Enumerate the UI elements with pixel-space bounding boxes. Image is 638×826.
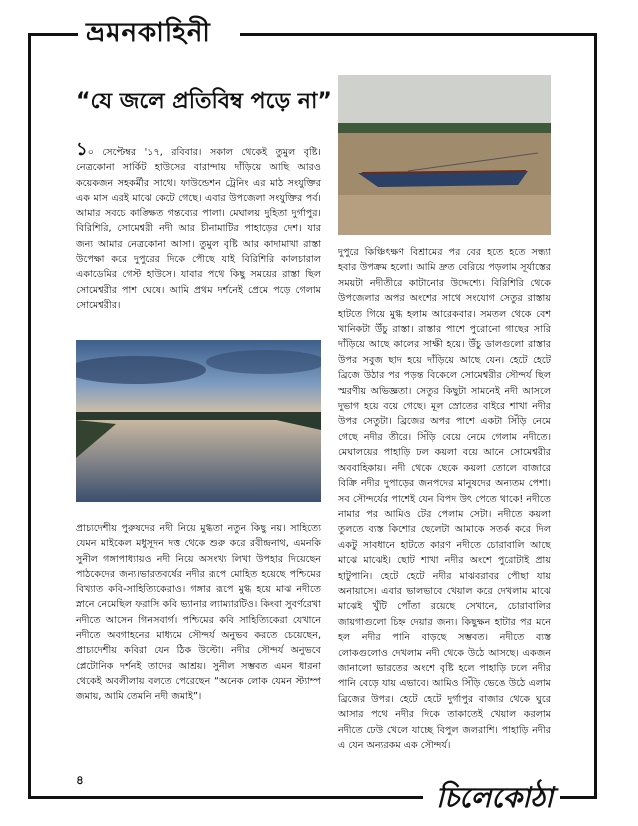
paragraph-opening: ০ সেপ্টেম্বর '১৭, রবিবার। সকাল থেকেই তুমুল বৃষ্টি। নেত্রকোনা সার্কিট হাউসের বারান্দায় দাঁড়িয়ে আছি আরও কয়েকজন সহকর্মীর সাথে। ফাউন্ডেশন ট্রেনিং এর মাঠ সংযুক্তির এক মাস এরই মাঝে কেটে গেছে। এবার উপজেলা সংযুক্তির পর্ব। আমার সবচে কাঙ্ক্ষিত গন্তব্যের পালা। মেঘালয় দুহিতা দুর্গাপুর। বিরিশিরি, সোমেশ্বরী নদী আর চীনামাটির পাহাড়ের দেশ। যার জন্য আমার নেত্রকোনা আসা। তুমুল বৃষ্টি আর কাদামাখা রাস্তা উপেক্ষা করে দুপুরের দিকে পৌছে যাই বিরিশিরি কালচারাল একাডেমির গেস্ট হাউসে। যাবার পথে কিছু সময়ের রাস্তা ছিল সোমেশ্বরীর পাশ ঘেষে। আমি প্রথম দর্শনেই প্রেমে পড়ে গেলাম সোমেশ্বরীর। xyxy=(76,147,321,311)
frame-left xyxy=(28,33,31,798)
frame-bottom-right xyxy=(560,796,597,799)
frame-bottom-left xyxy=(28,796,423,799)
frame-right xyxy=(594,33,597,798)
page-number: ৪ xyxy=(76,773,84,787)
river-sunset-photo xyxy=(76,340,321,502)
frame-top-right xyxy=(240,33,597,36)
frame-top-left xyxy=(28,33,78,36)
section-title: ভ্রমনকাহিনী xyxy=(86,18,211,48)
article-column-left-bottom: প্রাচ্যদেশীয় পুরুষদের নদী নিয়ে মুগ্ধতা নতুন কিছু নয়। সাহিত্যে যেমন মাইকেল মধুসূদন দত্ত থেকে শুরু করে রবীন্দ্রনাথ, এমনকি সুনীল গঙ্গাপাধ্যায়ও নদী নিয়ে অসংখ্য লিখা উপহার দিয়েছেন পাঠকেদের জন্য।ভারতবর্ষের নদীর রূপে মোহিত হয়েছে পশ্চিমের বিখ্যাত কবি-সাহিত্যিকেরাও। গঙ্গার রূপে মুগ্ধ হয়ে মাঝ নদীতে স্নানে নেমেছিল ফরাসি কবি ভ্যানার ল্যাম্যারটিও। কিংবা সুবর্ণরেখা নদীতে আসেন গিনসবার্গ। পশ্চিমের কবি সাহিত্যিকেরা যেখানে নদীতে অবগাহনের মাধ্যমে সৌন্দর্য অনুভব করতে চেয়েছেন, প্রাচ্যদেশীয় কবিরা যেন ঠিক উল্টো। নদীর সৌন্দর্য অনুভবে প্লেটোনিক দর্শনই তাদের আশ্রয়। সুনীল সম্ভবত এমন ধারনা থেকেই অবলীলায় বলতে পেরেছেন “অনেক লোক যেমন স্ট্যাম্প জমায়, আমি তেমনি নদী জমাই”। xyxy=(76,523,321,703)
article-column-right: দুপুরে কিঞ্চিৎক্ষণ বিশ্রামের পর বের হতে হতে সন্ধ্যা হবার উপক্রম হলো। আমি দ্রুত বেরিয়ে পড়লাম সূর্যাস্তের সময়টা নদীতীরে কাটানোর উদ্দেশ্যে। বিরিশিরি থেকে উপজেলার অপর অংশের সাথে সংযোগ সেতুর রাস্তায় হাটতে গিয়ে মুগ্ধ হলাম আরেকবার। সমতল থেকে বেশ খানিকটা উঁচু রাস্তা। রাস্তার পাশে পুরোনো গাছের সারি দাঁড়িয়ে আছে কালের সাক্ষী হয়ে। উঁচু ডালগুলো রাস্তার উপর সবুজ ছাদ হয়ে দাঁড়িয়ে আছে যেন। হেটে হেটে ব্রিজে উঠার পর পড়ন্ত বিকেলে সোমেশ্বরীর সৌন্দর্য ছিল স্মরণীয় অভিজ্ঞতা। সেতুর কিছুটা সামনেই নদী আসলে দুভাগ হয়ে বয়ে গেছে। মূল স্রোতের বাইরে শাখা নদীর উপর সেতুটা। ব্রিজের অপর পাশে একটা সিঁড়ি নেমে গেছে নদীর তীরে। সিঁড়ি বেয়ে নেমে গেলাম নদীতে। মেঘালয়ের পাহাড়ি ঢল কয়লা বয়ে আনে সোমেশ্বরীর অববাহিকায়। নদী থেকে ছেকে কয়লা তোলে বাজারে বিক্রি নদীর দুপাড়ের জনপদের মানুষদের অন্যতম পেশা। সব সৌন্দর্যের পাশেই যেন বিপদ উৎ পেতে থাকে! নদীতে নামার পর আমিও টের পেলাম সেটা। নদীতে কয়লা তুলতে ব্যস্ত কিশোর ছেলেটা আমাকে সতর্ক করে দিল একটু সাবধানে হাটতে কারণ নদীতে চোরাবালি আছে মাঝে মাঝেই। ছোট শাখা নদীর অংশে পুরোটাই প্রায় হাটুপানি। হেটে হেটে নদীর মাঝবরাবর পৌছা যায় অনায়াসে। এবার ভালভাবে খেয়াল করে দেখলাম মাঝে মাঝেই খুঁটি পোঁতা রয়েছে সেখানে, চোরাবালির জায়গাগুলো চিহ্ন দেয়ার জন্য। কিছুক্ষন হাটার পর মনে হল নদীর পানি বাড়ছে সম্ভবত। নদীতে ব্যস্ত লোকগুলোও দেখলাম নদী থেকে উঠে আসছে। একজন জানালো ভারতের অংশে বৃষ্টি হলে পাহাড়ি ঢলে নদীর পানি বেড়ে যায় এভাবে। আমিও সিঁড়ি ভেঙে উঠে এলাম ব্রিজের উপর। হেটে হেটে দুর্গাপুর বাজার থেকে ঘুরে আসার পথে নদীর দিকে তাকাতেই খেয়াল করলাম নদীতে ঢেউ খেলে যাচ্ছে বিপুল জলরাশি। পাহাড়ি নদীর এ যেন অন্যরকম এক সৌন্দর্য। xyxy=(338,247,551,751)
article-column-left-top xyxy=(76,139,321,313)
river-boat-photo xyxy=(338,75,551,235)
magazine-logo: চিলেকোঠা xyxy=(436,781,554,814)
drop-cap: ১ xyxy=(76,139,88,160)
article-headline: “যে জলে প্রতিবিম্ব পড়ে না” xyxy=(76,89,332,114)
